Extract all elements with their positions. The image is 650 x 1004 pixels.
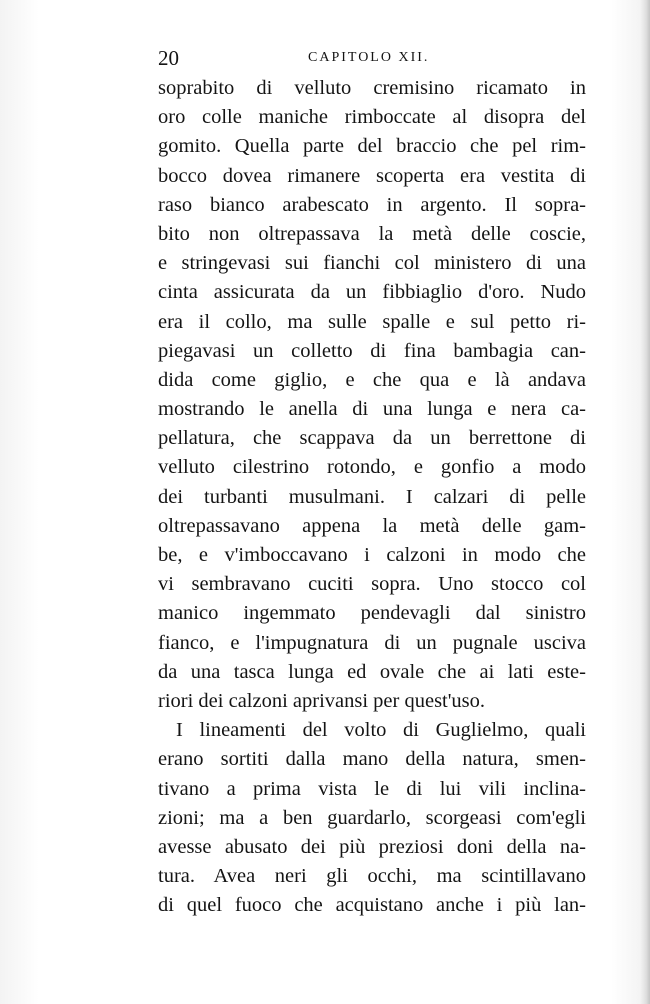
text-line: bito non oltrepassava la metà delle coscie, xyxy=(158,222,586,245)
text-line: erano sortiti dalla mano della natura, smen- xyxy=(158,748,586,771)
text-line: tivano a prima vista le di lui vili inclina- xyxy=(158,777,586,800)
running-head: CAPITOLO XII. xyxy=(308,50,430,65)
text-line: tura. Avea neri gli occhi, ma scintillavano xyxy=(158,865,586,888)
page-number: 20 xyxy=(158,46,179,70)
text-line: oltrepassavano appena la metà delle gam- xyxy=(158,514,586,537)
text-line: piegavasi un colletto di fina bambagia can- xyxy=(158,339,586,362)
text-line: bocco dovea rimanere scoperta era vestita di xyxy=(158,164,586,187)
text-line: dei turbanti musulmani. I calzari di pelle xyxy=(158,485,586,508)
text-line: di quel fuoco che acquistano anche i più lan- xyxy=(158,894,586,917)
paragraph-2 xyxy=(158,716,586,920)
text-line: I lineamenti del volto di Guglielmo, quali xyxy=(176,719,586,742)
page-header xyxy=(158,46,588,72)
text-line: be, e v'imboccavano i calzoni in modo che xyxy=(158,544,586,566)
text-line: era il collo, ma sulle spalle e sul petto ri- xyxy=(158,310,586,333)
text-line: mostrando le anella di una lunga e nera ca- xyxy=(158,398,586,421)
text-line: da una tasca lunga ed ovale che ai lati este- xyxy=(158,660,586,683)
text-line: soprabito di velluto cremisino ricamato in xyxy=(158,77,586,99)
text-line: manico ingemmato pendevagli dal sinistro xyxy=(158,602,586,625)
text-line: e stringevasi sui fianchi col ministero di una xyxy=(158,252,586,275)
text-line: cinta assicurata da un fibbiaglio d'oro. Nudo xyxy=(158,281,586,304)
body-text xyxy=(158,74,586,920)
text-line: zioni; ma a ben guardarlo, scorgeasi com'egli xyxy=(158,806,586,829)
text-line: pellatura, che scappava da un berrettone di xyxy=(158,427,586,450)
paragraph-1 xyxy=(158,74,586,716)
text-line: oro colle maniche rimboccate al disopra del xyxy=(158,106,586,129)
page-edge-shadow xyxy=(640,0,650,1004)
text-line: riori dei calzoni aprivansi per quest'uso. xyxy=(158,689,486,712)
text-line: dida come giglio, e che qua e là andava xyxy=(158,368,586,391)
text-line: gomito. Quella parte del braccio che pel rim- xyxy=(158,135,586,158)
text-line: fianco, e l'impugnatura di un pugnale usciva xyxy=(158,631,586,654)
text-line: raso bianco arabescato in argento. Il sopra- xyxy=(158,193,586,216)
text-line: avesse abusato dei più preziosi doni della na- xyxy=(158,835,586,858)
text-line: velluto cilestrino rotondo, e gonfio a modo xyxy=(158,456,586,479)
text-line: vi sembravano cuciti sopra. Uno stocco col xyxy=(158,573,586,596)
